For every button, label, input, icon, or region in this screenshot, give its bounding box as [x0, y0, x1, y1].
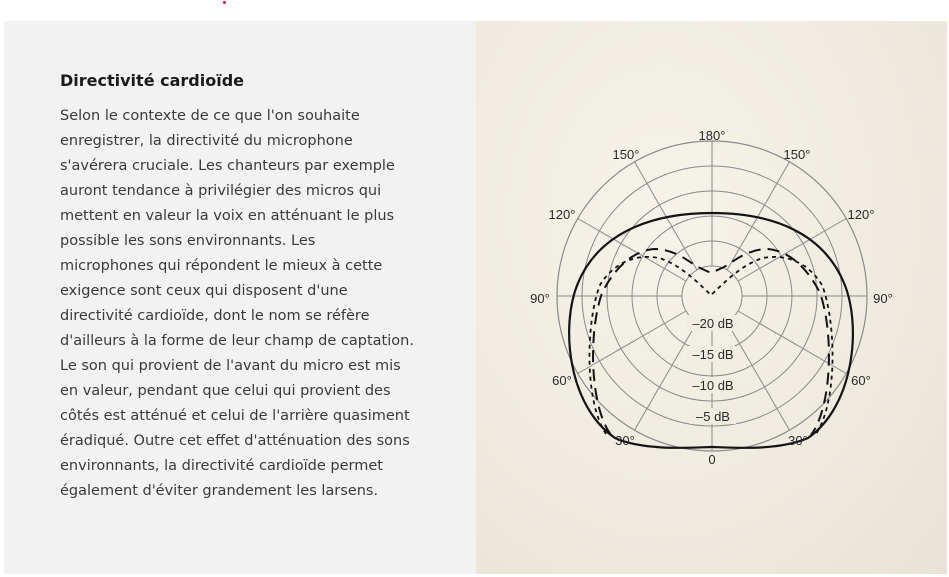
body-line: en valeur, pendant que celui qui provient des	[60, 383, 391, 399]
angle-label-150-left: 150°	[612, 147, 640, 162]
body-line: Le son qui provient de l'avant du micro est mis	[60, 358, 401, 374]
body-line: exigence sont ceux qui disposent d'une	[60, 283, 348, 299]
body-line: auront tendance à privilégier des micros qui	[60, 183, 382, 199]
section-title: Directivité cardioïde	[60, 71, 244, 90]
body-line: environnants, la directivité cardioïde permet	[60, 458, 383, 474]
body-line: microphones qui répondent le mieux à cette	[60, 258, 383, 274]
angle-label-120-left: 120°	[548, 207, 576, 222]
body-line: côtés est atténué et celui de l'arrière quasiment	[60, 408, 410, 424]
content-card	[4, 21, 947, 574]
angle-label-60-right: 60°	[851, 373, 871, 388]
angle-label-30-left: 30°	[615, 433, 635, 448]
ring-label-minus-20: –20 dB	[692, 316, 734, 331]
cardioid-curve-long-dashed	[593, 249, 829, 435]
body-line: s'avérera cruciale. Les chanteurs par exemple	[60, 158, 395, 174]
section-body	[60, 104, 446, 504]
body-line: possible les sons environnants. Les	[60, 233, 316, 249]
body-line: directivité cardioïde, dont le nom se réfère	[60, 308, 370, 324]
body-line: mettent en valeur la voix en atténuant le plus	[60, 208, 395, 224]
body-line: d'ailleurs à la forme de leur champ de captation.	[60, 333, 414, 349]
ring-label-minus-15: –15 dB	[692, 347, 734, 362]
polar-pattern-diagram	[476, 21, 947, 574]
ring-label-minus-10: –10 dB	[692, 378, 734, 393]
body-line: enregistrer, la directivité du microphone	[60, 133, 353, 149]
polar-pattern-svg	[476, 21, 947, 574]
ring-label-minus-5: –5 dB	[696, 409, 730, 424]
body-line: éradiqué. Outre cet effet d'atténuation des sons	[60, 433, 410, 449]
polar-grid	[557, 141, 867, 451]
body-line: Selon le contexte de ce que l'on souhaite	[60, 108, 360, 124]
body-line: également d'éviter grandement les larsens.	[60, 483, 379, 499]
angle-label-30-right: 30°	[788, 433, 808, 448]
text-panel	[4, 21, 476, 574]
angle-label-120-right: 120°	[847, 207, 875, 222]
angle-label-90-right: 90°	[873, 291, 893, 306]
angle-label-150-right: 150°	[783, 147, 811, 162]
accent-dot	[223, 1, 226, 4]
angle-label-180: 180°	[698, 128, 726, 143]
angle-label-0: 0	[708, 452, 716, 467]
angle-label-90-left: 90°	[530, 291, 550, 306]
angle-label-60-left: 60°	[552, 373, 572, 388]
